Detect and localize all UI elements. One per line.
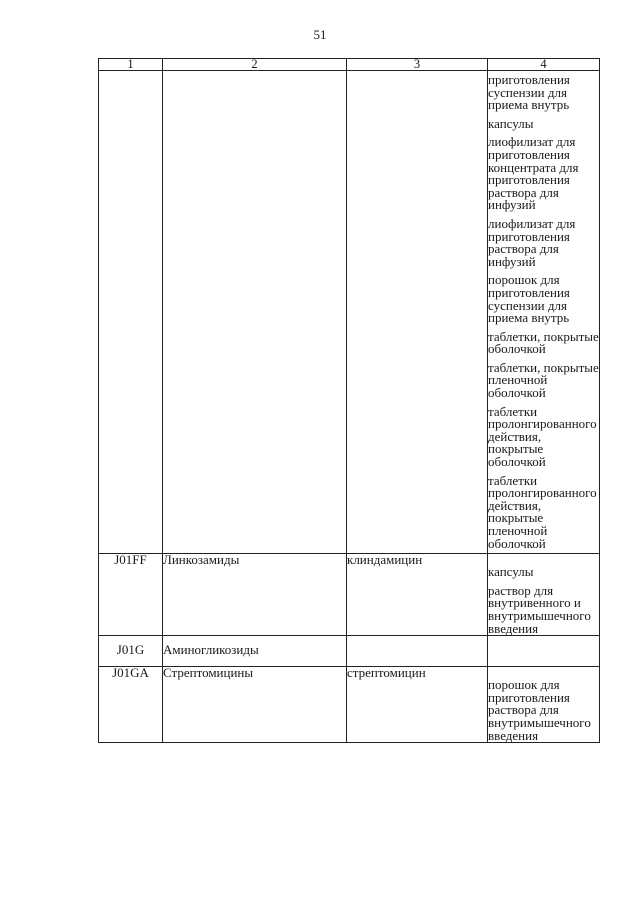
dosage-form-item: капсулы <box>488 564 534 580</box>
dosage-forms-cell <box>488 667 600 743</box>
dosage-form-item: таблетки пролонгированного действия, покрытые пленочной оболочкой <box>488 472 597 551</box>
dosage-form-item: лиофилизат для приготовления концентрата для приготовления раствора для инфузий <box>488 134 579 213</box>
drug-name-cell: клиндамицин <box>347 554 488 636</box>
column-header-3: 3 <box>347 59 488 71</box>
dosage-form-item: таблетки, покрытые оболочкой <box>488 328 599 357</box>
table-row <box>99 71 600 554</box>
atc-code-cell: J01GA <box>99 667 163 743</box>
atc-code-cell <box>99 71 163 554</box>
dosage-forms-cell <box>488 636 600 667</box>
dosage-form-item: порошок для приготовления суспензии для приема внутрь <box>488 272 570 326</box>
column-header-1: 1 <box>99 59 163 71</box>
page-number: 51 <box>313 27 327 42</box>
dosage-forms-cell <box>488 71 600 554</box>
dosage-form-item: лиофилизат для приготовления раствора для инфузий <box>488 215 576 269</box>
group-name-cell <box>163 71 347 554</box>
dosage-form-item: таблетки пролонгированного действия, покрытые оболочкой <box>488 403 597 470</box>
drug-name-cell: стрептомицин <box>347 667 488 743</box>
group-name-cell: Линкозамиды <box>163 554 347 636</box>
table-header-row <box>99 59 600 71</box>
dosage-forms-cell <box>488 554 600 636</box>
atc-code-cell: J01G <box>99 636 163 667</box>
table-row <box>99 554 600 636</box>
dosage-form-item: приготовления суспензии для приема внутрь <box>488 72 570 113</box>
table-row <box>99 636 600 667</box>
dosage-form-item: капсулы <box>488 115 534 131</box>
dosage-form-item: раствор для внутривенного и внутримышечного введения <box>488 582 591 636</box>
group-name-cell: Аминогликозиды <box>163 636 347 667</box>
table-row <box>99 667 600 743</box>
dosage-form-item: порошок для приготовления раствора для внутримышечного введения <box>488 677 591 743</box>
column-header-4: 4 <box>488 59 600 71</box>
column-header-2: 2 <box>163 59 347 71</box>
dosage-form-item: таблетки, покрытые пленочной оболочкой <box>488 359 599 401</box>
drug-name-cell <box>347 636 488 667</box>
drug-table <box>98 58 600 743</box>
atc-code-cell: J01FF <box>99 554 163 636</box>
group-name-cell: Стрептомицины <box>163 667 347 743</box>
drug-name-cell <box>347 71 488 554</box>
